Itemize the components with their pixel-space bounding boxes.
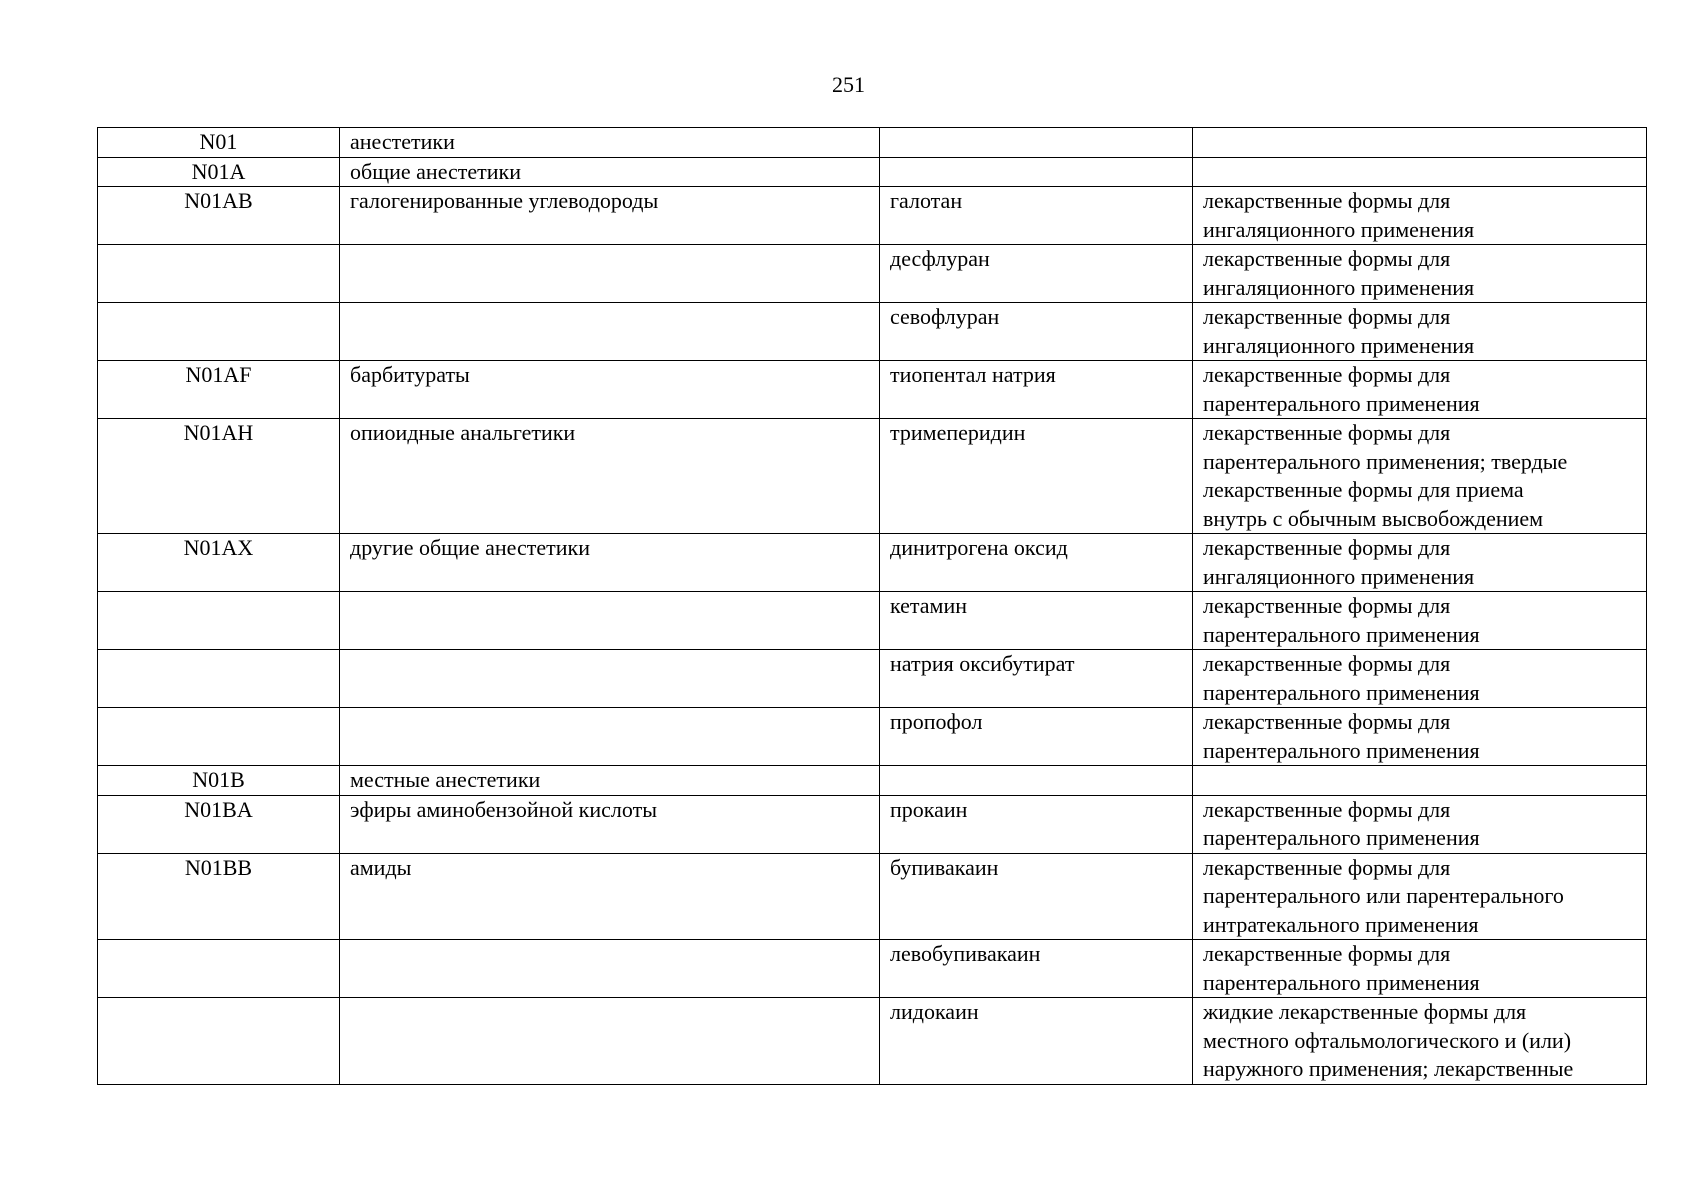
atc-code-cell <box>98 708 340 766</box>
dosage-form-line: парентерального применения <box>1203 390 1480 416</box>
atc-code-cell: N01 <box>98 128 340 158</box>
dosage-form-line: ингаляционного применения <box>1203 274 1475 300</box>
atc-code-cell: N01A <box>98 157 340 187</box>
drug-name-cell: бупивакаин <box>880 853 1193 940</box>
table-row <box>98 998 1647 1085</box>
table-body <box>98 128 1647 1085</box>
dosage-form-line: жидкие лекарственные формы для <box>1203 999 1527 1024</box>
dosage-form-line: лекарственные формы для <box>1203 593 1451 618</box>
dosage-forms-cell <box>1193 650 1647 708</box>
dosage-form-line: парентерального применения <box>1203 825 1480 850</box>
dosage-form-line: лекарственные формы для приема <box>1203 477 1524 502</box>
dosage-forms-cell <box>1193 766 1647 796</box>
table-row <box>98 534 1647 592</box>
dosage-form-line: парентерального применения <box>1203 737 1480 763</box>
group-name-cell <box>340 592 880 650</box>
group-name-cell: галогенированные углеводороды <box>340 187 880 245</box>
drug-name-cell: галотан <box>880 187 1193 245</box>
dosage-form-line: лекарственные формы для <box>1203 651 1451 676</box>
atc-code-cell: N01AF <box>98 361 340 419</box>
drug-name-cell: лидокаин <box>880 998 1193 1085</box>
atc-code-cell <box>98 303 340 361</box>
atc-code-cell <box>98 998 340 1085</box>
dosage-form-line: лекарственные формы для <box>1203 535 1451 560</box>
group-name-cell <box>340 708 880 766</box>
drug-name-cell <box>880 128 1193 158</box>
drug-name-cell: левобупивакаин <box>880 940 1193 998</box>
dosage-forms-cell <box>1193 245 1647 303</box>
table-row <box>98 128 1647 158</box>
atc-code-cell: N01AX <box>98 534 340 592</box>
dosage-forms-cell <box>1193 534 1647 592</box>
table-row <box>98 245 1647 303</box>
dosage-form-line: лекарственные формы для <box>1203 362 1451 387</box>
drug-name-cell: тримеперидин <box>880 419 1193 534</box>
group-name-cell: амиды <box>340 853 880 940</box>
dosage-forms-cell <box>1193 157 1647 187</box>
group-name-cell <box>340 650 880 708</box>
dosage-form-line: внутрь с обычным высвобождением <box>1203 505 1544 531</box>
dosage-forms-cell <box>1193 853 1647 940</box>
dosage-form-line: ингаляционного применения <box>1203 216 1475 242</box>
drug-name-cell: кетамин <box>880 592 1193 650</box>
drug-name-cell: динитрогена оксид <box>880 534 1193 592</box>
dosage-forms-cell <box>1193 708 1647 766</box>
dosage-form-line: ингаляционного применения <box>1203 563 1475 589</box>
drug-classification-table <box>97 127 1647 1085</box>
table-row <box>98 157 1647 187</box>
dosage-forms-cell <box>1193 187 1647 245</box>
drug-name-cell: натрия оксибутират <box>880 650 1193 708</box>
dosage-form-line: парентерального или парентерального <box>1203 883 1564 908</box>
table-row <box>98 303 1647 361</box>
dosage-form-line: парентерального применения <box>1203 679 1480 705</box>
atc-code-cell <box>98 245 340 303</box>
dosage-forms-cell <box>1193 419 1647 534</box>
dosage-form-line: ингаляционного применения <box>1203 332 1475 358</box>
dosage-forms-cell <box>1193 998 1647 1085</box>
dosage-forms-cell <box>1193 592 1647 650</box>
table-row <box>98 592 1647 650</box>
drug-name-cell <box>880 157 1193 187</box>
group-name-cell: эфиры аминобензойной кислоты <box>340 795 880 853</box>
dosage-forms-cell <box>1193 795 1647 853</box>
dosage-form-line: лекарственные формы для <box>1203 304 1451 329</box>
group-name-cell: другие общие анестетики <box>340 534 880 592</box>
group-name-cell: местные анестетики <box>340 766 880 796</box>
dosage-forms-cell <box>1193 361 1647 419</box>
group-name-cell: опиоидные анальгетики <box>340 419 880 534</box>
group-name-cell: общие анестетики <box>340 157 880 187</box>
group-name-cell: барбитураты <box>340 361 880 419</box>
drug-name-cell: прокаин <box>880 795 1193 853</box>
drug-name-cell <box>880 766 1193 796</box>
page-number: 251 <box>832 72 865 97</box>
table-row <box>98 766 1647 796</box>
dosage-form-line: парентерального применения <box>1203 969 1480 995</box>
dosage-forms-cell <box>1193 303 1647 361</box>
dosage-forms-cell <box>1193 128 1647 158</box>
group-name-cell <box>340 998 880 1085</box>
dosage-form-line: лекарственные формы для <box>1203 709 1451 734</box>
group-name-cell: анестетики <box>340 128 880 158</box>
drug-name-cell: десфлуран <box>880 245 1193 303</box>
atc-code-cell: N01B <box>98 766 340 796</box>
atc-code-cell: N01AB <box>98 187 340 245</box>
drug-name-cell: севофлуран <box>880 303 1193 361</box>
dosage-form-line: лекарственные формы для <box>1203 854 1451 880</box>
table-row <box>98 187 1647 245</box>
dosage-forms-cell <box>1193 940 1647 998</box>
dosage-form-line: лекарственные формы для <box>1203 420 1451 445</box>
dosage-form-line: лекарственные формы для <box>1203 941 1451 966</box>
atc-code-cell: N01BB <box>98 853 340 940</box>
atc-code-cell: N01BA <box>98 795 340 853</box>
table-row <box>98 940 1647 998</box>
atc-code-cell <box>98 650 340 708</box>
drug-name-cell: тиопентал натрия <box>880 361 1193 419</box>
dosage-form-line: лекарственные формы для <box>1203 796 1451 822</box>
group-name-cell <box>340 940 880 998</box>
dosage-form-line: лекарственные формы для <box>1203 246 1451 271</box>
drug-name-cell: пропофол <box>880 708 1193 766</box>
group-name-cell <box>340 303 880 361</box>
atc-code-cell <box>98 940 340 998</box>
table-row <box>98 650 1647 708</box>
table-row <box>98 361 1647 419</box>
dosage-form-line: интратекального применения <box>1203 911 1479 937</box>
dosage-form-line: лекарственные формы для <box>1203 188 1451 213</box>
dosage-form-line: наружного применения; лекарственные <box>1203 1056 1574 1081</box>
dosage-form-line: парентерального применения <box>1203 621 1480 647</box>
table-row <box>98 795 1647 853</box>
table-row <box>98 708 1647 766</box>
table-row <box>98 419 1647 534</box>
atc-code-cell <box>98 592 340 650</box>
dosage-form-line: местного офтальмологического и (или) <box>1203 1027 1572 1053</box>
dosage-form-line: парентерального применения; твердые <box>1203 448 1568 474</box>
table-row <box>98 853 1647 940</box>
group-name-cell <box>340 245 880 303</box>
atc-code-cell: N01AH <box>98 419 340 534</box>
